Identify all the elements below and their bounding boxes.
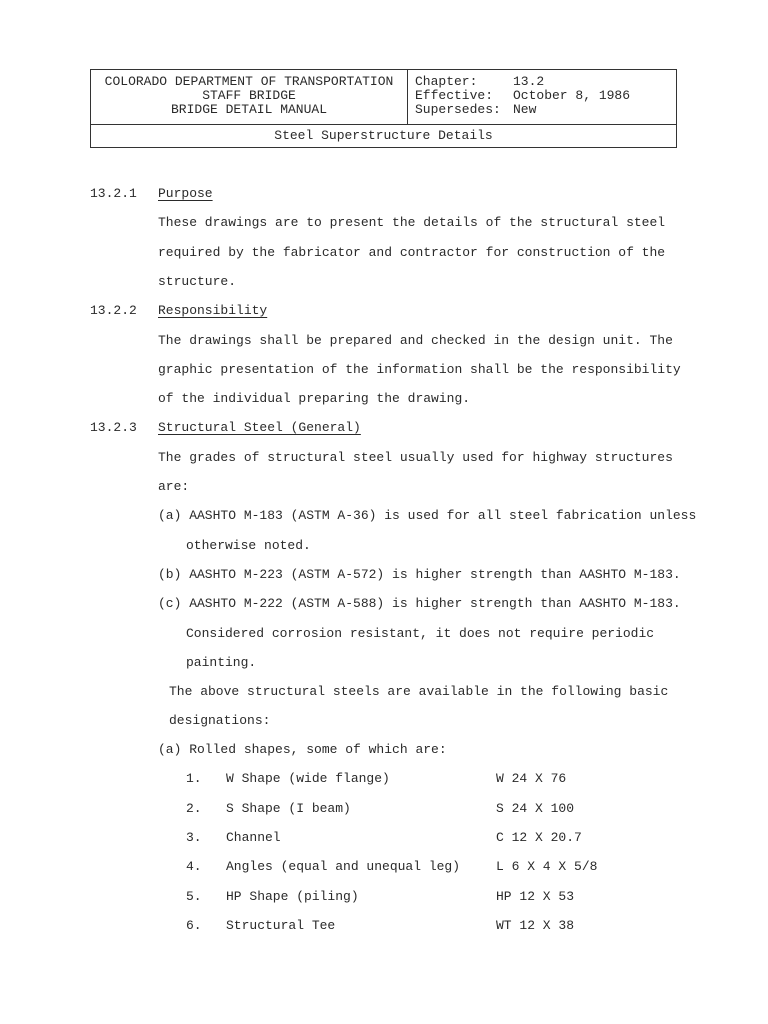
shape-number: 4. — [186, 859, 202, 874]
list-item-a-continued: otherwise noted. — [186, 538, 311, 553]
shape-name: W Shape (wide flange) — [226, 771, 390, 786]
shape-name: S Shape (I beam) — [226, 801, 351, 816]
list-item-c-continued: painting. — [186, 655, 257, 670]
shape-name: Channel — [226, 830, 281, 845]
shape-number: 5. — [186, 889, 202, 904]
list-item-c-continued: Considered corrosion resistant, it does not require periodic — [186, 626, 655, 641]
shape-number: 2. — [186, 801, 202, 816]
organization-block — [91, 70, 408, 124]
org-unit: STAFF BRIDGE — [202, 88, 296, 103]
paragraph-line: graphic presentation of the information shall be the responsibility — [158, 362, 681, 377]
section-number: 13.2.2 — [90, 303, 137, 318]
paragraph-line: The above structural steels are available in the following basic — [169, 684, 669, 699]
manual-name: BRIDGE DETAIL MANUAL — [170, 102, 328, 117]
paragraph-line: These drawings are to present the details of the structural steel — [158, 215, 666, 230]
shape-name: Structural Tee — [226, 918, 336, 933]
paragraph-line: required by the fabricator and contractor for construction of the — [158, 245, 666, 260]
supersedes-value: New — [513, 102, 537, 117]
paragraph-line: The drawings shall be prepared and checked in the design unit. The — [158, 333, 673, 348]
shape-designation: W 24 X 76 — [496, 771, 567, 786]
list-item-b: (b) AASHTO M-223 (ASTM A-572) is higher strength than AASHTO M-183. — [158, 567, 681, 582]
supersedes-label: Supersedes: — [415, 102, 501, 117]
section-title: Structural Steel (General) — [158, 420, 361, 435]
paragraph-line: structure. — [158, 274, 237, 289]
section-number: 13.2.3 — [90, 420, 137, 435]
shape-designation: C 12 X 20.7 — [496, 830, 582, 845]
shape-number: 3. — [186, 830, 202, 845]
shape-number: 1. — [186, 771, 202, 786]
list-item-c: (c) AASHTO M-222 (ASTM A-588) is higher strength than AASHTO M-183. — [158, 596, 681, 611]
section-title: Purpose — [158, 186, 213, 201]
paragraph-line: The grades of structural steel usually used for highway structures — [158, 450, 673, 465]
subject-title: Steel Superstructure Details — [91, 124, 676, 148]
paragraph-line: of the individual preparing the drawing. — [158, 391, 471, 406]
shape-number: 6. — [186, 918, 202, 933]
shape-designation: WT 12 X 38 — [496, 918, 575, 933]
chapter-label: Chapter: — [415, 74, 478, 89]
shape-name: HP Shape (piling) — [226, 889, 359, 904]
chapter-value: 13.2 — [513, 74, 545, 89]
effective-value: October 8, 1986 — [513, 88, 631, 103]
rolled-shapes-heading: (a) Rolled shapes, some of which are: — [158, 742, 447, 757]
shape-designation: S 24 X 100 — [496, 801, 575, 816]
section-title: Responsibility — [158, 303, 268, 318]
shape-designation: HP 12 X 53 — [496, 889, 575, 904]
shape-designation: L 6 X 4 X 5/8 — [496, 859, 598, 874]
paragraph-line: are: — [158, 479, 190, 494]
list-item-a: (a) AASHTO M-183 (ASTM A-36) is used for all steel fabrication unless — [158, 508, 697, 523]
effective-label: Effective: — [415, 88, 494, 103]
shape-name: Angles (equal and unequal leg) — [226, 859, 461, 874]
paragraph-line: designations: — [169, 713, 271, 728]
org-name: COLORADO DEPARTMENT OF TRANSPORTATION — [104, 74, 394, 89]
document-header — [90, 69, 677, 148]
section-number: 13.2.1 — [90, 186, 137, 201]
chapter-info — [415, 75, 630, 117]
